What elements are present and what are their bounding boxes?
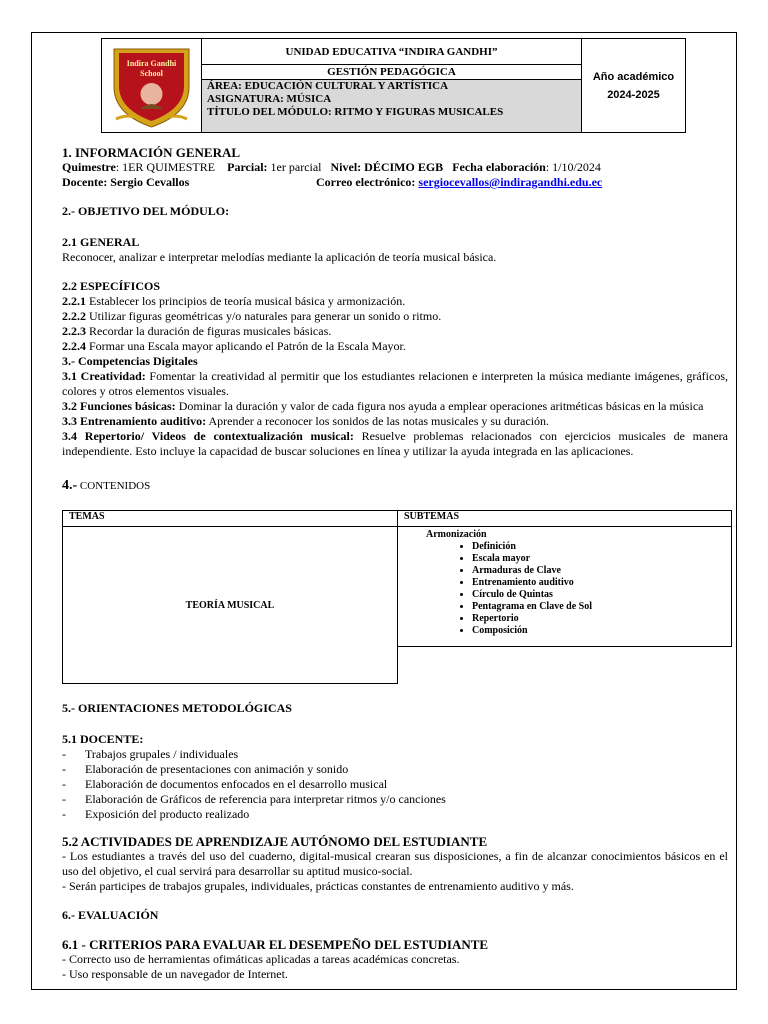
module-title-line: TÍTULO DEL MÓDULO: RITMO Y FIGURAS MUSICALES — [207, 106, 504, 118]
competencia-item: 3.4 Repertorio/ Videos de contextualización musical: Resuelve problemas relacionados con ejercicios musicales de manera independiente. Esto incluye la capacidad de buscar soluciones en línea y utilizar la ayuda integrada en las aplicaciones. — [62, 429, 728, 458]
department-name: GESTIÓN PEDAGÓGICA — [327, 66, 456, 78]
competencia-item: 3.2 Funciones básicas: Dominar la duración y valor de cada figura nos ayuda a emplear operaciones aritméticas básicas en la música — [62, 399, 704, 413]
header-middle — [202, 39, 582, 132]
competencia-item: 3.3 Entrenamiento auditivo: Aprender a reconocer los sonidos de las notas musicales y su duración. — [62, 414, 550, 428]
school-logo — [102, 39, 201, 132]
contenidos-heading: 4.- CONTENIDOS — [62, 478, 151, 493]
criterio-item: - Uso responsable de un navegador de Internet. — [62, 967, 288, 981]
contenidos-table — [62, 510, 732, 684]
list-item: • Pentagrama en Clave de Sol — [472, 601, 731, 613]
general-text: Reconocer, analizar e interpretar melodías mediante la aplicación de teoría musical básica. — [62, 250, 497, 264]
especifico-item: 2.2.1 Establecer los principios de teoría musical básica y armonización. — [62, 294, 406, 308]
subtemas-list — [426, 541, 731, 637]
list-item: • Repertorio — [472, 613, 731, 625]
list-item: - Elaboración de Gráficos de referencia para interpretar ritmos y/o canciones — [62, 792, 728, 807]
document-body — [62, 146, 728, 494]
general-heading: 2.1 GENERAL — [62, 235, 140, 249]
competencia-item: 3.1 Creatividad: Fomentar la creatividad al permitir que los estudiantes relacionen e interpreten la música mediante imágenes, gráficos, colores y otros elementos visuales. — [62, 369, 729, 398]
competencias-heading: 3.- Competencias Digitales — [62, 354, 198, 368]
subtema-title: Armonización — [426, 529, 487, 540]
area-line: ÁREA: EDUCACIÓN CULTURAL Y ARTÍSTICA — [207, 80, 449, 92]
list-item: • Círculo de Quintas — [472, 589, 731, 601]
list-item: • Entrenamiento auditivo — [472, 577, 731, 589]
header-table — [101, 38, 686, 133]
list-item: - Elaboración de presentaciones con animación y sonido — [62, 762, 728, 777]
school-logo-cell — [102, 39, 202, 132]
orientaciones-heading: 5.- ORIENTACIONES METODOLÓGICAS — [62, 701, 292, 715]
list-item: • Composición — [472, 625, 731, 637]
info-heading: 1. INFORMACIÓN GENERAL — [62, 145, 241, 160]
info-line-1: Quimestre: 1ER QUIMESTRE Parcial: 1er parcial Nivel: DÉCIMO EGB Fecha elaboración: 1/10/2024 — [62, 160, 601, 174]
academic-year-label: Año académico — [592, 70, 675, 83]
svg-text:Indira Gandhi: Indira Gandhi — [126, 59, 177, 68]
subtemas-cell — [398, 527, 732, 647]
document-body-lower — [62, 701, 728, 982]
list-item: - Elaboración de documentos enfocados en el desarrollo musical — [62, 777, 728, 792]
actividades-heading: 5.2 ACTIVIDADES DE APRENDIZAJE AUTÓNOMO DEL ESTUDIANTE — [62, 834, 488, 849]
evaluacion-heading: 6.- EVALUACIÓN — [62, 908, 159, 922]
svg-text:School: School — [140, 69, 163, 78]
list-item: • Definición — [472, 541, 731, 553]
docente-heading: 5.1 DOCENTE: — [62, 732, 144, 746]
col-temas: TEMAS — [63, 511, 398, 527]
tema-cell: TEORÍA MUSICAL — [63, 527, 398, 684]
especifico-item: 2.2.4 Formar una Escala mayor aplicando el Patrón de la Escala Mayor. — [62, 339, 406, 353]
list-item: - Exposición del producto realizado — [62, 807, 728, 822]
docente-list — [62, 747, 728, 822]
academic-year — [582, 39, 685, 132]
info-line-2: Docente: Sergio Cevallos Correo electrónico: sergiocevallos@indiragandhi.edu.ec — [62, 175, 603, 189]
academic-year-value: 2024-2025 — [607, 88, 660, 101]
criterio-item: - Correcto uso de herramientas ofimáticas aplicadas a tareas académicas concretas. — [62, 952, 460, 966]
col-subtemas: SUBTEMAS — [398, 511, 732, 527]
docente: Docente: Sergio Cevallos — [62, 175, 190, 189]
list-item: • Armaduras de Clave — [472, 565, 731, 577]
especifico-item: 2.2.2 Utilizar figuras geométricas y/o naturales para generar un sonido o ritmo. — [62, 309, 442, 323]
email-link[interactable]: sergiocevallos@indiragandhi.edu.ec — [418, 175, 603, 189]
list-item: - Trabajos grupales / individuales — [62, 747, 728, 762]
actividad-item: - Los estudiantes a través del uso del cuaderno, digital-musical crearan sus disposiciones, a fin de alcanzar conocimientos básicos en el uso del objetivo, el cual servirá para desarrollar su aptitud musico-social. — [62, 849, 728, 878]
actividad-item: - Serán participes de trabajos grupales, individuales, prácticas constantes de entrenamiento auditivo y más. — [62, 879, 574, 893]
objetivo-heading: 2.- OBJETIVO DEL MÓDULO: — [62, 204, 230, 218]
module-info — [202, 79, 581, 132]
criterios-heading: 6.1 - CRITERIOS PARA EVALUAR EL DESEMPEÑO DEL ESTUDIANTE — [62, 937, 489, 952]
school-name: UNIDAD EDUCATIVA “INDIRA GANDHI” — [202, 39, 581, 65]
subject-line: ASIGNATURA: MÚSICA — [207, 93, 332, 105]
list-item: • Escala mayor — [472, 553, 731, 565]
especifico-item: 2.2.3 Recordar la duración de figuras musicales básicas. — [62, 324, 332, 338]
especificos-heading: 2.2 ESPECÍFICOS — [62, 279, 161, 293]
